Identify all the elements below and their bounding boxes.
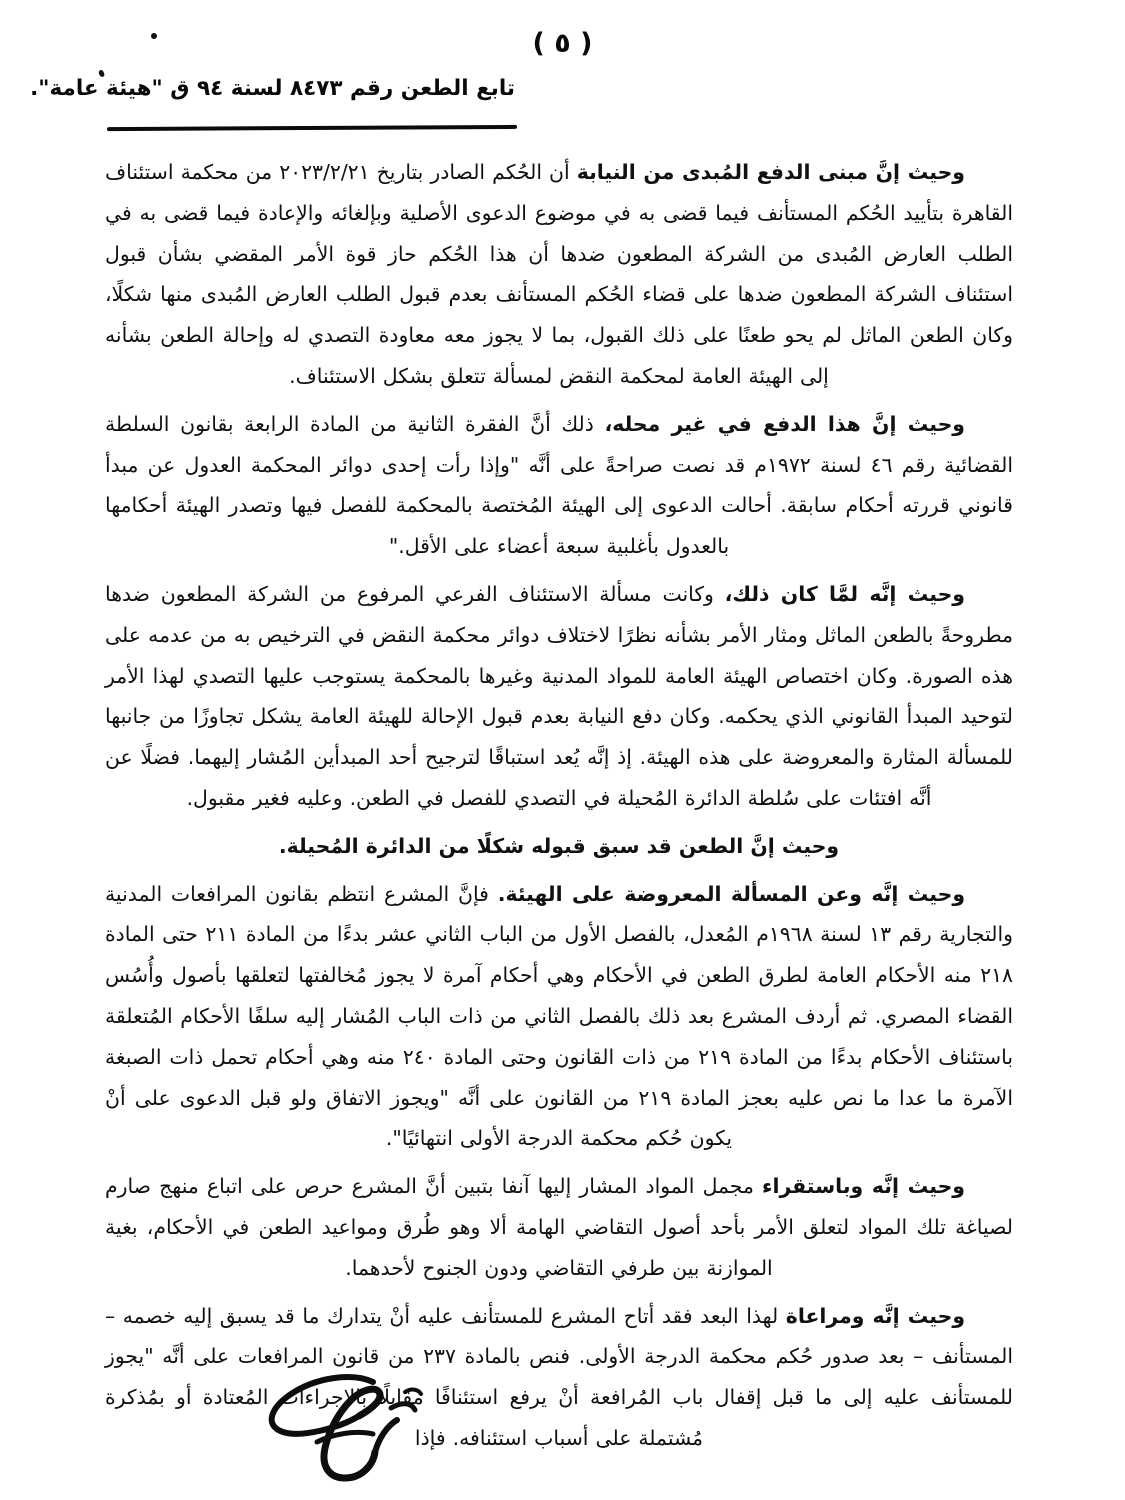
paragraph-6-text: مجمل المواد المشار إليها آنفا بتبين أنَّ المشرع حرص على اتباع منهج صارم لصياغة تلك المواد لتعلق الأمر بأحد أصول التقاضي الهامة ألا وهو طُرق ومواعيد الطعن في الأحكام، بغية الموازنة بين طرفي التقاضي ودون الجنوح لأحدهما. [105,1174,1013,1280]
paragraph-7-text: لهذا البعد فقد أتاح المشرع للمستأنف عليه أنْ يتدارك ما قد يسبق إليه خصمه – المستأنف – بعد صدور حُكم محكمة الدرجة الأولى. فنص بالمادة ٢٣٧ من قانون المرافعات على أنَّه "يجوز للمستأنف عليه إلى ما قبل إقفال باب المُرافعة أنْ يرفع استئنافًا مقابلًا بالإجراءات المُعتادة أو بمُذكرة مُشتملة على أسباب استئنافه. فإذا [105,1303,1013,1450]
paragraph-1-lead: وحيث إنَّ مبنى الدفع المُبدى من النيابة [576,160,965,184]
paragraph-3-text: وكانت مسألة الاستئناف الفرعي المرفوع من الشركة المطعون ضدها مطروحةً بالطعن الماثل ومثار الأمر بشأنه نظرًا لاختلاف دوائر محكمة النقض في الترخيص به من عدمه على هذه الصورة. وكان اختصاص الهيئة العامة للمواد المدنية وغيرها بالمحكمة يستوجب عليها التصدي لهذا الأمر لتوحيد المبدأ القانوني الذي يحكمه. وكان دفع النيابة بعدم قبول الإحالة للهيئة العامة يشكل تجاوزًا من جانبها للمسألة المثارة والمعروضة على هذه الهيئة. إذ إنَّه يُعد استباقًا لترجيح أحد المبدأين المُشار إليهما. فضلًا عن أنَّه افتئات على سُلطة الدائرة المُحيلة في التصدي للفصل في الطعن. وعليه فغير مقبول. [105,581,1013,810]
paragraph-2-text: ذلك أنَّ الفقرة الثانية من المادة الرابعة بقانون السلطة القضائية رقم ٤٦ لسنة ١٩٧٢م قد نصت صراحةً على أنَّه "وإذا رأت إحدى دوائر المحكمة العدول عن مبدأ قانوني قررته أحكام سابقة. أحالت الدعوى إلى الهيئة المُختصة بالمحكمة للفصل فيها وتصدر الهيئة أحكامها بالعدول بأغلبية سبعة أعضاء على الأقل." [105,411,1013,559]
paragraph-5-lead: وحيث إنَّه وعن المسألة المعروضة على الهيئة. [497,881,965,906]
paragraph-7 [105,1296,1013,1459]
paragraph-2 [105,404,1013,567]
page-number: ( ٥ ) [532,28,593,59]
document-header [0,0,1125,140]
paragraph-2-lead: وحيث إنَّ هذا الدفع في غير محله، [604,411,965,436]
paragraph-3-lead: وحيث إنَّه لمَّا كان ذلك، [724,581,965,606]
handwritten-signature-icon [255,1368,445,1488]
paragraph-1-text: أن الحُكم الصادر بتاريخ ٢٠٢٣/٢/٢١ من محكمة استئناف القاهرة بتأييد الحُكم المستأنف فيما قضى به في موضوع الدعوى الأصلية وبإلغائه والإعادة فيما قضى به في الطلب العارض المُبدى من الشركة المطعون ضدها أن هذا الحُكم حاز قوة الأمر المقضي بشأن قبول استئناف الشركة المطعون ضدها على قضاء الحُكم المستأنف بعدم قبول الطلب العارض المُبدى منها شكلًا، وكان الطعن الماثل لم يحو طعنًا على ذلك القبول، بما لا يجوز معه معاودة التصدي له وإحالة الطعن بشأنه إلى الهيئة العامة لمحكمة النقض لمسألة تتعلق بشكل الاستئناف. [105,160,1013,388]
paragraph-4-ruling-line: وحيث إنَّ الطعن قد سبق قبوله شكلًا من الدائرة المُحيلة. [278,833,840,858]
paragraph-3 [105,574,1013,819]
paragraph-5 [105,874,1013,1160]
document-body [105,152,1013,1466]
paragraph-1 [105,152,1013,397]
paragraph-6-lead: وحيث إنَّه وباستقراء [762,1174,965,1199]
paragraph-7-lead: وحيث إنَّه ومراعاة [785,1303,966,1328]
paragraph-5-text: فإنَّ المشرع انتظم بقانون المرافعات المدنية والتجارية رقم ١٣ لسنة ١٩٦٨م المُعدل، بالفصل الأول من الباب الثاني عشر بدءًا من المادة ٢١١ حتى المادة ٢١٨ منه الأحكام العامة لطرق الطعن في الأحكام وهي أحكام آمرة لا يجوز مُخالفتها لتعلقها بأصول وأُسُس القضاء المصري. ثم أردف المشرع بعد ذلك بالفصل الثاني من ذات الباب المُشار إليه سلفًا الأحكام المُتعلقة باستئناف الأحكام بدءًا من المادة ٢١٩ من ذات القانون وحتى المادة ٢٤٠ منه وهي أحكام تحمل ذات الصبغة الآمرة ما عدا ما نص عليه بعجز المادة ٢١٩ من القانون على أنَّه "ويجوز الاتفاق ولو قبل الدعوى على أنْ يكون حُكم محكمة الدرجة الأولى انتهائيًا". [105,881,1014,1151]
paragraph-6 [105,1166,1013,1288]
header-divider [107,125,517,131]
case-reference-subtitle: تابع الطعن رقم ٨٤٧٣ لسنة ٩٤ ق "هيئة عامة". [30,76,515,101]
